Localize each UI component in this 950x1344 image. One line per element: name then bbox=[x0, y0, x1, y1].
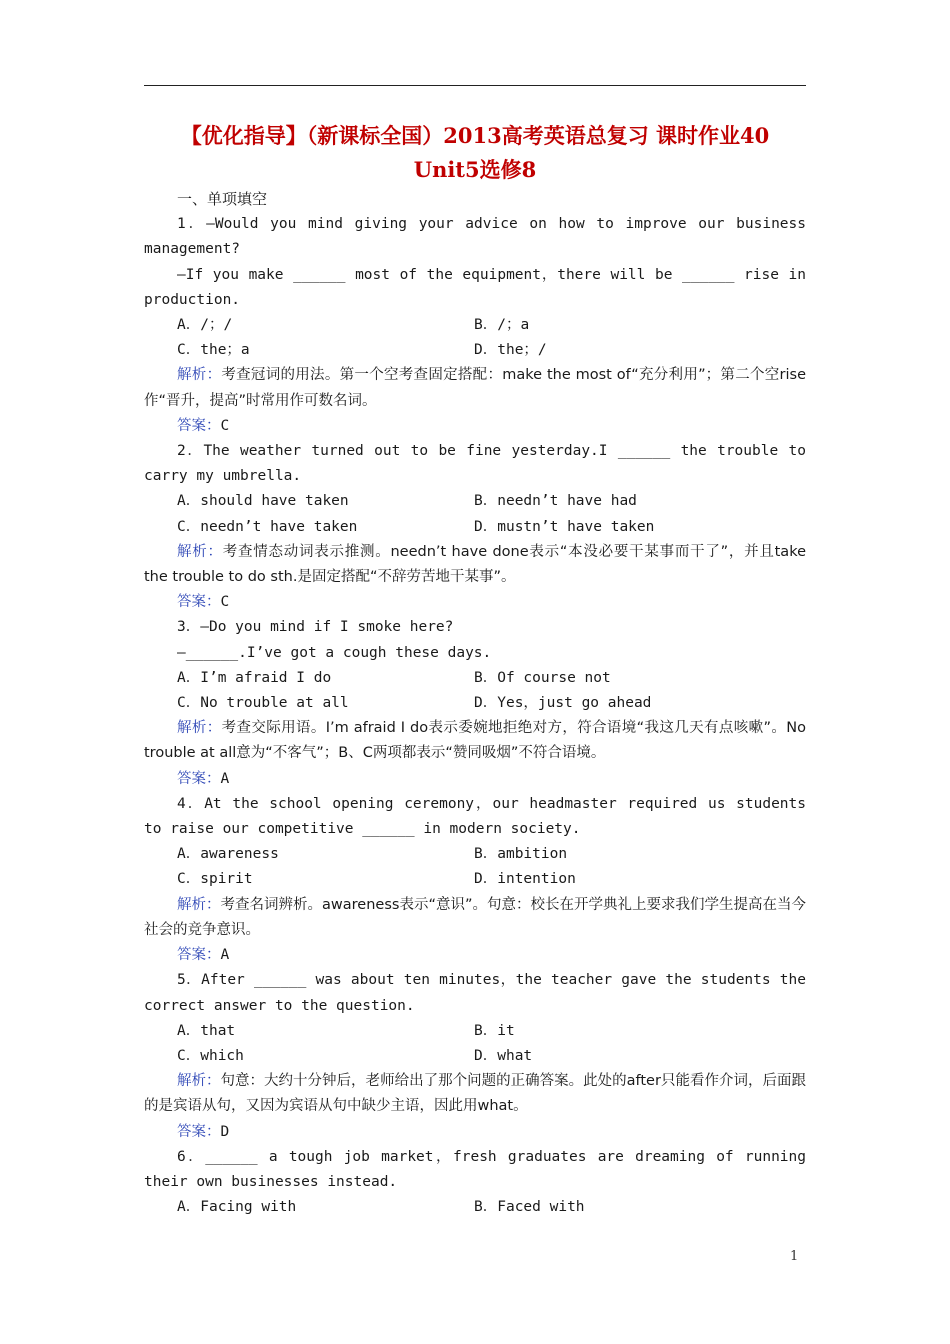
option-d: D．the；/ bbox=[474, 342, 547, 359]
analysis bbox=[144, 363, 806, 413]
question-stem: 4．At the school opening ceremony，our headmaster required us students to raise our competitive ______ in modern society. bbox=[144, 795, 806, 838]
answer-value: D bbox=[220, 1123, 230, 1140]
answer-label: 答案： bbox=[177, 417, 221, 434]
option-a: A．that bbox=[177, 1022, 236, 1039]
option-d: D．what bbox=[474, 1047, 533, 1064]
question-stem: —If you make ______ most of the equipment，there will be ______ rise in production. bbox=[144, 266, 806, 308]
options-row bbox=[144, 515, 806, 540]
answer bbox=[144, 943, 806, 968]
document-subtitle: Unit5选修8 bbox=[413, 157, 537, 182]
answer-label: 答案： bbox=[177, 1123, 221, 1140]
option-a: A．I’m afraid I do bbox=[177, 669, 332, 686]
option-d: D．Yes，just go ahead bbox=[474, 695, 652, 712]
options-row bbox=[144, 666, 806, 691]
answer-value: C bbox=[220, 594, 230, 611]
page-number: 1 bbox=[790, 1249, 799, 1264]
question-stem: 5．After ______ was about ten minutes，the teacher gave the students the correct answer to the question. bbox=[144, 972, 806, 1014]
analysis bbox=[144, 1069, 806, 1119]
answer-label: 答案： bbox=[177, 947, 221, 964]
analysis-label: 解析： bbox=[177, 1073, 221, 1090]
analysis-label: 解析： bbox=[177, 367, 222, 384]
option-d: D．mustn’t have taken bbox=[474, 518, 655, 535]
options-row bbox=[144, 489, 806, 514]
question-3 bbox=[144, 615, 806, 791]
option-a: A．awareness bbox=[177, 846, 279, 863]
option-c: C．No trouble at all bbox=[177, 695, 349, 712]
document-body bbox=[144, 187, 806, 1220]
analysis-label: 解析： bbox=[177, 720, 222, 737]
option-a: A．should have taken bbox=[177, 493, 349, 510]
options-row bbox=[144, 1195, 806, 1220]
analysis bbox=[144, 540, 806, 590]
document-title: 【优化指导】（新课标全国）2013高考英语总复习 课时作业40 bbox=[180, 123, 770, 148]
answer bbox=[144, 590, 806, 615]
analysis-text: 考查交际用语。I’m afraid I do表示委婉地拒绝对方，符合语境“我这几天有点咳嗽”。No trouble at all意为“不客气”；B、C两项都表示“赞同吸烟”不符合语境。 bbox=[144, 720, 807, 762]
options-row bbox=[144, 313, 806, 338]
analysis bbox=[144, 716, 806, 766]
answer-value: A bbox=[220, 947, 230, 964]
options-row bbox=[144, 338, 806, 363]
option-b: B．ambition bbox=[474, 846, 568, 863]
option-b: B．/；a bbox=[474, 317, 530, 334]
question-6 bbox=[144, 1145, 806, 1221]
option-c: C．needn’t have taken bbox=[177, 518, 358, 535]
header-rule bbox=[144, 85, 806, 86]
question-1 bbox=[144, 212, 806, 439]
analysis-label: 解析： bbox=[177, 543, 223, 560]
option-b: B．Of course not bbox=[474, 669, 611, 686]
question-stem: —______.I’ve got a cough these days. bbox=[177, 644, 492, 661]
options-row bbox=[144, 842, 806, 867]
answer bbox=[144, 1120, 806, 1145]
options-row bbox=[144, 867, 806, 892]
question-stem: 3．—Do you mind if I smoke here? bbox=[177, 619, 454, 636]
question-5 bbox=[144, 968, 806, 1144]
option-d: D．intention bbox=[474, 871, 576, 888]
answer-label: 答案： bbox=[177, 770, 221, 787]
option-b: B．Faced with bbox=[474, 1199, 585, 1216]
options-row bbox=[144, 691, 806, 716]
answer bbox=[144, 414, 806, 439]
analysis-text: 考查情态动词表示推测。needn’t have done表示“本没必要干某事而干了”，并且take the trouble to do sth.是固定搭配“不辞劳苦地干某事”。 bbox=[144, 543, 806, 586]
question-stem: 1．—Would you mind giving your advice on how to improve our business management? bbox=[144, 216, 806, 258]
option-a: A．/；/ bbox=[177, 317, 233, 334]
option-c: C．which bbox=[177, 1047, 244, 1064]
question-2 bbox=[144, 439, 806, 615]
analysis bbox=[144, 893, 806, 943]
analysis-text: 考查冠词的用法。第一个空考查固定搭配：make the most of“充分利用”；第二个空rise作“晋升，提高”时常用作可数名词。 bbox=[144, 367, 807, 409]
analysis-label: 解析： bbox=[177, 896, 221, 913]
analysis-text: 考查名词辨析。awareness表示“意识”。句意：校长在开学典礼上要求我们学生提高在当今社会的竞争意识。 bbox=[144, 896, 807, 938]
answer-value: A bbox=[220, 770, 230, 787]
answer bbox=[144, 767, 806, 792]
question-4 bbox=[144, 792, 806, 968]
answer-value: C bbox=[220, 417, 230, 434]
options-row bbox=[144, 1019, 806, 1044]
analysis-text: 句意：大约十分钟后，老师给出了那个问题的正确答案。此处的after只能看作介词，后面跟的是宾语从句，又因为宾语从句中缺少主语，因此用what。 bbox=[144, 1073, 806, 1115]
option-a: A．Facing with bbox=[177, 1199, 297, 1216]
option-c: C．spirit bbox=[177, 871, 253, 888]
option-b: B．needn’t have had bbox=[474, 493, 637, 510]
option-b: B．it bbox=[474, 1022, 515, 1039]
question-stem: 2．The weather turned out to be fine yesterday.I ______ the trouble to carry my umbrella. bbox=[144, 443, 806, 485]
section-heading: 一、单项填空 bbox=[177, 190, 268, 208]
question-stem: 6．______ a tough job market，fresh graduates are dreaming of running their own businesses instead. bbox=[144, 1148, 806, 1190]
options-row bbox=[144, 1044, 806, 1069]
option-c: C．the；a bbox=[177, 342, 250, 359]
answer-label: 答案： bbox=[177, 594, 221, 611]
